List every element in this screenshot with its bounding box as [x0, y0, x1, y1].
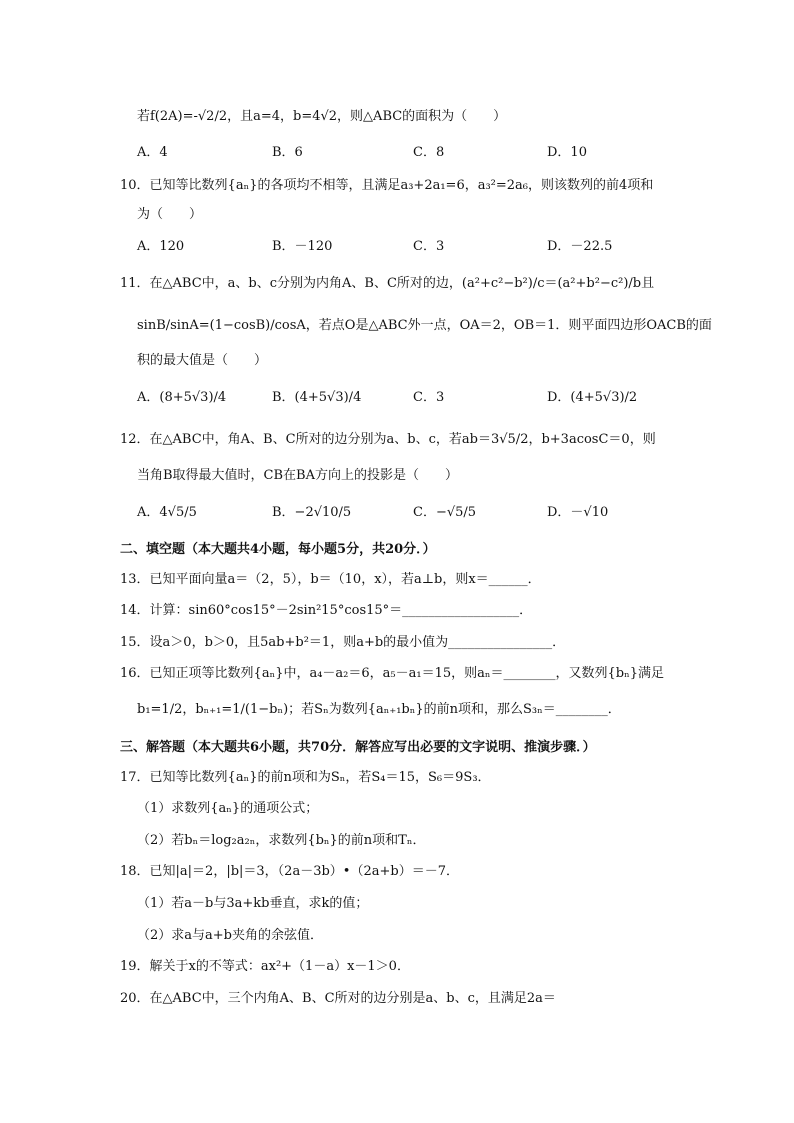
- q12-text-cont: 当角B取得最大值时，CB在BA方向上的投影是（ ）: [137, 468, 458, 483]
- q12-option-a: A．4√5/5: [137, 505, 197, 520]
- q12-text: 12．在△ABC中，角A、B、C所对的边分别为a、b、c，若ab＝3√5/2，b+3acosC＝0，则: [120, 432, 656, 447]
- q9-option-d: D．10: [547, 145, 587, 160]
- q9-option-c: C．8: [413, 145, 445, 160]
- q16-text-cont: b₁=1/2，bₙ₊₁=1/(1−bₙ)；若Sₙ为数列{aₙ₊₁bₙ}的前n项和，那么S₃ₙ＝________．: [137, 702, 621, 717]
- q17-text: 17．已知等比数列{aₙ}的前n项和为Sₙ，若S₄＝15，S₆＝9S₃．: [120, 770, 491, 785]
- q14-text: 14．计算：sin60°cos15°－2sin²15°cos15°＝__________________．: [120, 603, 533, 618]
- q10-option-a: A．120: [137, 239, 185, 254]
- q10-text: 10．已知等比数列{aₙ}的各项均不相等，且满足a₃+2a₁=6，a₃²=2a₆，则该数列的前4项和: [120, 178, 654, 193]
- q17-part1: （1）求数列{aₙ}的通项公式；: [137, 801, 319, 816]
- q11-option-c: C．3: [413, 390, 445, 405]
- q20-text: 20．在△ABC中，三个内角A、B、C所对的边分别是a、b、c，且满足2a＝: [120, 991, 556, 1006]
- q10-option-d: D．－22.5: [547, 239, 613, 254]
- q13-text: 13．已知平面向量a＝（2，5），b＝（10，x），若a⊥b，则x＝______．: [120, 572, 541, 587]
- q9-text: 若f(2A)=-√2/2，且a=4，b=4√2，则△ABC的面积为（ ）: [137, 109, 507, 124]
- q19-text: 19．解关于x的不等式：ax²+（1－a）x－1＞0．: [120, 959, 410, 974]
- q18-part2: （2）求a与a+b夹角的余弦值．: [137, 928, 323, 943]
- q12-option-b: B．−2√10/5: [272, 505, 352, 520]
- q12-option-c: C．−√5/5: [413, 505, 477, 520]
- q12-option-d: D．－√10: [547, 505, 609, 520]
- q9-continuation: [137, 107, 506, 127]
- q15-text: 15．设a＞0，b＞0，且5ab+b²＝1，则a+b的最小值为________________．: [120, 635, 566, 650]
- q11-option-a: A．(8+5√3)/4: [137, 390, 227, 405]
- q10-option-c: C．3: [413, 239, 445, 254]
- section-answer-heading: 三、解答题（本大题共6小题，共70分．解答应写出必要的文字说明、推演步骤．）: [120, 740, 596, 755]
- q11-text-cont: sinB/sinA=(1−cosB)/cosA，若点O是△ABC外一点，OA＝2，OB＝1．则平面四边形OACB的面: [137, 318, 712, 333]
- q16-text: 16．已知正项等比数列{aₙ}中，a₄－a₂＝6，a₅－a₁＝15，则aₙ＝________，又数列{bₙ}满足: [120, 666, 664, 681]
- q18-part1: （1）若a－b与3a+kb垂直，求k的值；: [137, 896, 369, 911]
- q11-option-d: D．(4+5√3)/2: [547, 390, 638, 405]
- section-fill-blank-heading: 二、填空题（本大题共4小题，每小题5分，共20分．）: [120, 542, 436, 557]
- q11-text: 11．在△ABC中，a、b、c分别为内角A、B、C所对的边，(a²+c²−b²)/c＝(a²+b²−c²)/b且: [120, 276, 655, 291]
- q11-text-cont2: 积的最大值是（ ）: [137, 353, 268, 368]
- q9-option-b: B．6: [272, 145, 303, 160]
- q17-part2: （2）若bₙ＝log₂a₂ₙ，求数列{bₙ}的前n项和Tₙ．: [137, 833, 426, 848]
- q9-option-a: A．4: [137, 145, 168, 160]
- q10-text-cont: 为（ ）: [137, 207, 203, 222]
- q11-option-b: B．(4+5√3)/4: [272, 390, 362, 405]
- q10-option-b: B．－120: [272, 239, 333, 254]
- q18-text: 18．已知|a|＝2，|b|＝3，（2a－3b）•（2a+b）＝－7．: [120, 864, 459, 879]
